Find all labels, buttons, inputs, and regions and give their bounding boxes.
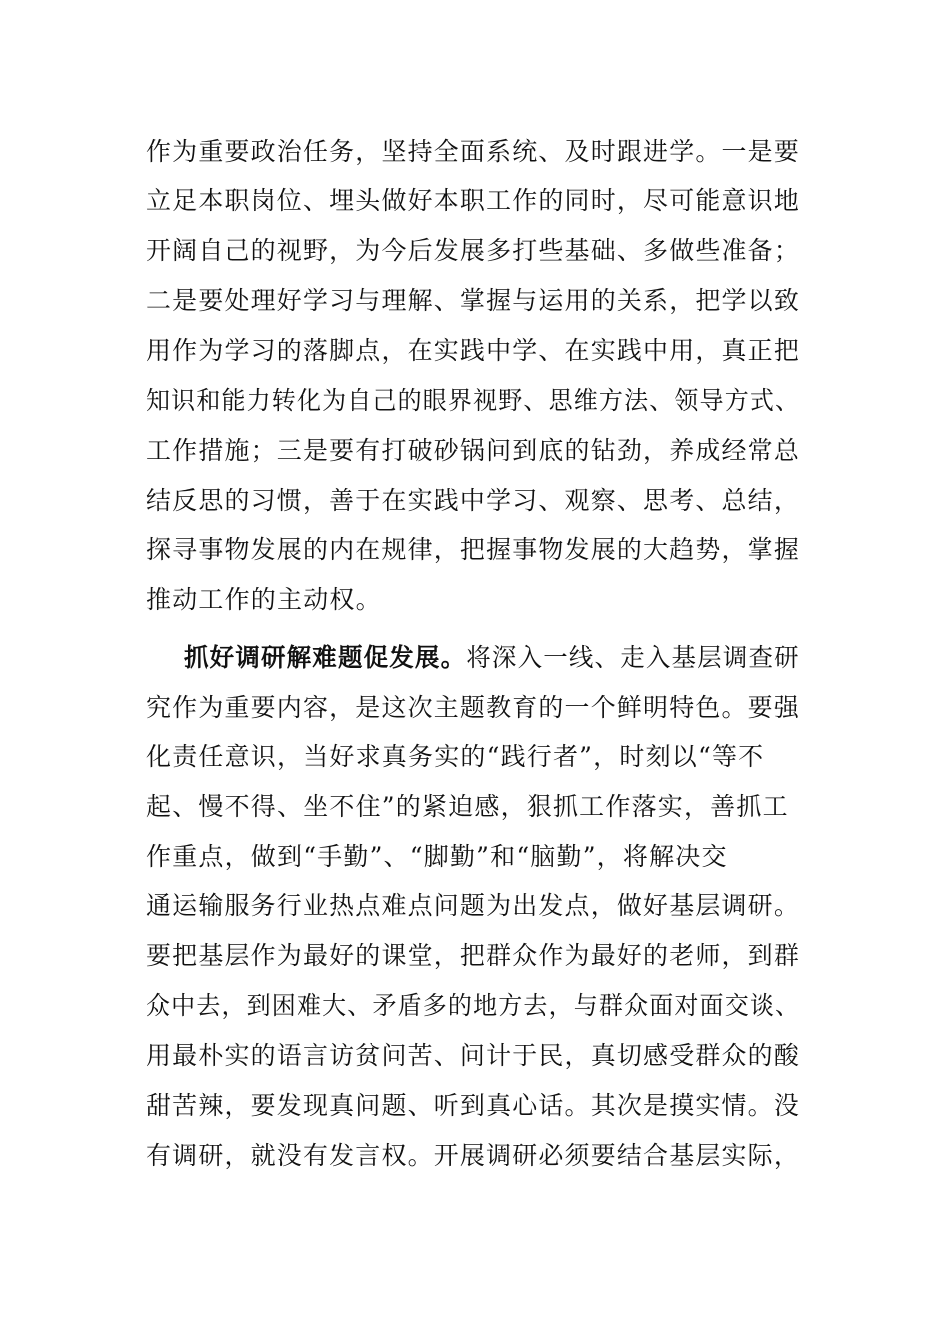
paragraph-line: 甜苦辣，要发现真问题、听到真心话。其次是摸实情。没 [146, 1091, 801, 1120]
paragraph-line: 探寻事物发展的内在规律，把握事物发展的大趋势，掌握 [146, 535, 801, 564]
paragraph-line: 用最朴实的语言访贫问苦、问计于民，真切感受群众的酸 [146, 1041, 801, 1070]
paragraph-line: 化责任意识，当好求真务实的“践行者”，时刻以“等不 [146, 742, 765, 771]
paragraph-text: 将深入一线、走入基层调查研 [466, 643, 800, 672]
paragraph-line: 工作措施；三是要有打破砂锅问到底的钻劲，养成经常总 [146, 436, 801, 465]
paragraph-line: 究作为重要内容，是这次主题教育的一个鲜明特色。要强 [146, 693, 801, 722]
paragraph-line: 知识和能力转化为自己的眼界视野、思维方法、领导方式、 [146, 386, 801, 415]
paragraph-line: 通运输服务行业热点难点问题为出发点，做好基层调研。 [146, 891, 801, 920]
paragraph-line: 众中去，到困难大、矛盾多的地方去，与群众面对面交谈、 [146, 991, 801, 1020]
paragraph-line: 推动工作的主动权。 [146, 585, 382, 614]
paragraph-line: 作为重要政治任务，坚持全面系统、及时跟进学。一是要 [146, 137, 801, 166]
paragraph-line: 有调研，就没有发言权。开展调研必须要结合基层实际， [146, 1141, 801, 1170]
paragraph-line: 要把基层作为最好的课堂，把群众作为最好的老师，到群 [146, 941, 801, 970]
paragraph-line: 起、慢不得、坐不住”的紧迫感，狠抓工作落实，善抓工 [146, 792, 789, 821]
paragraph-line: 结反思的习惯，善于在实践中学习、观察、思考、总结， [146, 486, 801, 515]
section-heading: 抓好调研解难题促发展。 [184, 643, 467, 672]
paragraph-line: 作重点，做到“手勤”、“脚勤”和“脑勤”，将解决交 [146, 842, 728, 871]
paragraph-line: 用作为学习的落脚点，在实践中学、在实践中用，真正把 [146, 336, 801, 365]
paragraph-line: 二是要处理好学习与理解、掌握与运用的关系，把学以致 [146, 286, 801, 315]
paragraph-line: 开阔自己的视野，为今后发展多打些基础、多做些准备； [146, 236, 801, 265]
paragraph-first-line [184, 643, 800, 673]
paragraph-line: 立足本职岗位、埋头做好本职工作的同时，尽可能意识地 [146, 186, 801, 215]
